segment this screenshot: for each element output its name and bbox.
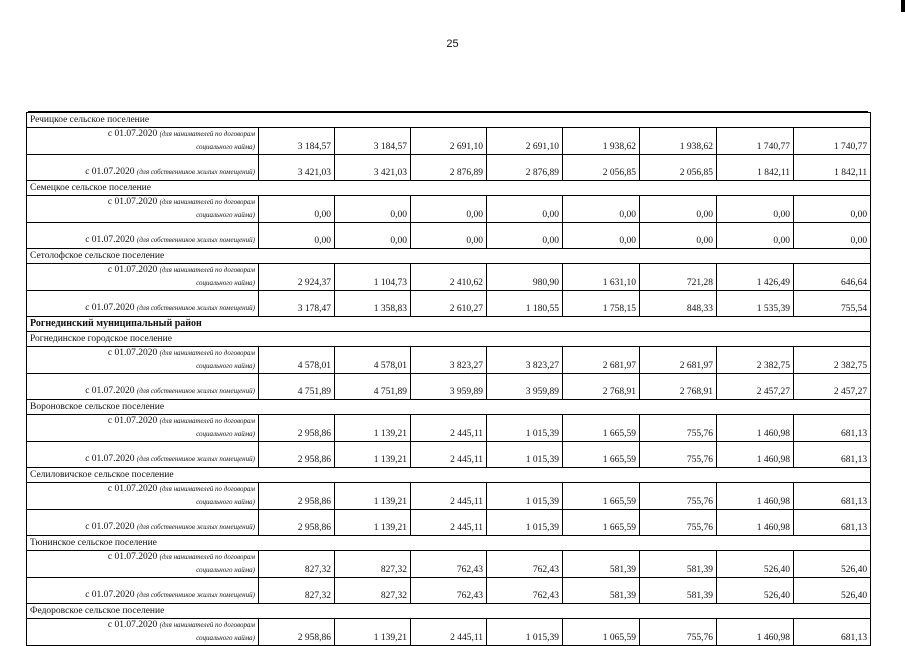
rate-value-cell: 848,33 xyxy=(640,291,717,317)
label-date: с 01.07.2020 xyxy=(107,265,158,275)
rate-value-cell: 2 768,91 xyxy=(640,374,717,400)
tenant-label-cell xyxy=(27,196,259,223)
rate-value-cell: 0,00 xyxy=(411,223,487,249)
table-body xyxy=(27,113,871,646)
rate-value-cell: 1 104,73 xyxy=(335,264,411,291)
rate-value-cell: 1 460,98 xyxy=(717,510,794,536)
rate-value-cell: 3 823,27 xyxy=(487,347,563,374)
rate-value-cell: 0,00 xyxy=(411,196,487,223)
settlement-header-row xyxy=(27,181,871,196)
rate-value-cell: 581,39 xyxy=(563,578,640,604)
settlement-title: Сетолофское сельское поселение xyxy=(27,249,871,264)
rate-value-cell: 0,00 xyxy=(794,196,871,223)
label-line-1 xyxy=(30,483,255,496)
settlement-title: Селиловичское сельское поселение xyxy=(27,468,871,483)
rate-value-cell: 2 691,10 xyxy=(411,128,487,155)
owner-rate-row xyxy=(27,510,871,536)
rate-value-cell: 0,00 xyxy=(717,196,794,223)
rate-value-cell: 1 139,21 xyxy=(335,619,411,646)
rate-value-cell: 1 426,49 xyxy=(717,264,794,291)
rate-value-cell: 827,32 xyxy=(335,551,411,578)
label-owner: (для собственников жилых помещений) xyxy=(136,168,255,176)
rate-value-cell: 2 681,97 xyxy=(563,347,640,374)
rate-value-cell: 2 457,27 xyxy=(794,374,871,400)
label-tenant-part2: социального найма) xyxy=(196,430,255,438)
label-owner: (для собственников жилых помещений) xyxy=(136,387,255,395)
rate-value-cell: 0,00 xyxy=(717,223,794,249)
label-tenant-part2: социального найма) xyxy=(196,279,255,287)
rate-value-cell: 1 460,98 xyxy=(717,415,794,442)
rate-value-cell: 2 768,91 xyxy=(563,374,640,400)
settlement-title: Речицкое сельское поселение xyxy=(27,113,871,128)
rate-value-cell: 1 460,98 xyxy=(717,483,794,510)
tenant-label-cell xyxy=(27,347,259,374)
settlement-header-row xyxy=(27,113,871,128)
rate-value-cell: 755,76 xyxy=(640,510,717,536)
rate-value-cell: 0,00 xyxy=(640,196,717,223)
label-line-2 xyxy=(30,496,255,509)
label-tenant-part2: социального найма) xyxy=(196,211,255,219)
label-date: с 01.07.2020 xyxy=(85,167,135,177)
settlement-header-row xyxy=(27,332,871,347)
label-tenant-part1: (для нанимателей по договорам xyxy=(159,349,255,357)
rate-value-cell: 1 842,11 xyxy=(717,155,794,181)
rate-value-cell: 2 958,86 xyxy=(259,483,335,510)
owner-rate-row xyxy=(27,223,871,249)
rate-value-cell: 0,00 xyxy=(487,223,563,249)
rate-value-cell: 1 758,15 xyxy=(563,291,640,317)
tenant-rate-row xyxy=(27,128,871,155)
settlement-title: Семецкое сельское поселение xyxy=(27,181,871,196)
rate-value-cell: 762,43 xyxy=(487,578,563,604)
settlement-title: Федоровское сельское поселение xyxy=(27,604,871,619)
rate-value-cell: 2 056,85 xyxy=(563,155,640,181)
rate-value-cell: 2 457,27 xyxy=(717,374,794,400)
rate-value-cell: 755,76 xyxy=(640,415,717,442)
label-tenant-part1: (для нанимателей по договорам xyxy=(159,198,255,206)
rate-value-cell: 1 665,59 xyxy=(563,415,640,442)
rate-value-cell: 681,13 xyxy=(794,483,871,510)
rate-value-cell: 755,54 xyxy=(794,291,871,317)
rate-value-cell: 3 184,57 xyxy=(335,128,411,155)
rate-value-cell: 1 015,39 xyxy=(487,415,563,442)
owner-rate-row xyxy=(27,291,871,317)
rate-value-cell: 681,13 xyxy=(794,510,871,536)
rate-value-cell: 827,32 xyxy=(259,578,335,604)
rate-value-cell: 526,40 xyxy=(717,551,794,578)
label-tenant-part1: (для нанимателей по договорам xyxy=(159,553,255,561)
label-date: с 01.07.2020 xyxy=(85,522,135,532)
owner-label-cell xyxy=(27,510,259,536)
owner-rate-row xyxy=(27,374,871,400)
rate-value-cell: 681,13 xyxy=(794,415,871,442)
rate-value-cell: 2 410,62 xyxy=(411,264,487,291)
rate-value-cell: 755,76 xyxy=(640,619,717,646)
label-date: с 01.07.2020 xyxy=(107,129,158,139)
owner-label-cell xyxy=(27,578,259,604)
rate-value-cell: 755,76 xyxy=(640,442,717,468)
owner-label-cell xyxy=(27,442,259,468)
rate-value-cell: 721,28 xyxy=(640,264,717,291)
rate-value-cell: 1 665,59 xyxy=(563,483,640,510)
label-tenant-part2: социального найма) xyxy=(196,362,255,370)
settlement-header-row xyxy=(27,604,871,619)
rate-value-cell: 4 751,89 xyxy=(259,374,335,400)
rate-value-cell: 1 535,39 xyxy=(717,291,794,317)
settlement-header-row xyxy=(27,536,871,551)
label-line-1 xyxy=(30,619,255,632)
rate-value-cell: 3 178,47 xyxy=(259,291,335,317)
rate-value-cell: 2 445,11 xyxy=(411,415,487,442)
settlement-title: Вороновское сельское поселение xyxy=(27,400,871,415)
rate-value-cell: 2 445,11 xyxy=(411,442,487,468)
tenant-rate-row xyxy=(27,196,871,223)
district-header-row xyxy=(27,317,871,332)
rate-value-cell: 1 139,21 xyxy=(335,483,411,510)
tenant-rate-row xyxy=(27,551,871,578)
rate-value-cell: 3 184,57 xyxy=(259,128,335,155)
tenant-rate-row xyxy=(27,619,871,646)
rate-value-cell: 581,39 xyxy=(640,578,717,604)
settlement-header-row xyxy=(27,400,871,415)
label-line-2 xyxy=(30,277,255,290)
label-line-1 xyxy=(30,551,255,564)
scan-edge-mark xyxy=(901,0,905,12)
label-line-1 xyxy=(30,128,255,141)
rate-value-cell: 0,00 xyxy=(335,196,411,223)
label-line-2 xyxy=(30,428,255,441)
rate-value-cell: 0,00 xyxy=(563,223,640,249)
label-tenant-part1: (для нанимателей по договорам xyxy=(159,266,255,274)
rate-value-cell: 526,40 xyxy=(794,578,871,604)
rate-value-cell: 0,00 xyxy=(794,223,871,249)
rate-value-cell: 3 959,89 xyxy=(487,374,563,400)
owner-label-cell xyxy=(27,223,259,249)
rate-value-cell: 0,00 xyxy=(335,223,411,249)
label-line-2 xyxy=(30,564,255,577)
label-date: с 01.07.2020 xyxy=(107,197,158,207)
label-tenant-part2: социального найма) xyxy=(196,498,255,506)
owner-rate-row xyxy=(27,442,871,468)
rate-value-cell: 2 382,75 xyxy=(794,347,871,374)
owner-rate-row xyxy=(27,155,871,181)
rate-value-cell: 0,00 xyxy=(259,196,335,223)
rate-value-cell: 1 015,39 xyxy=(487,510,563,536)
label-line-2 xyxy=(30,141,255,154)
rate-value-cell: 1 015,39 xyxy=(487,483,563,510)
tenant-rate-row xyxy=(27,264,871,291)
label-date: с 01.07.2020 xyxy=(107,484,158,494)
rate-value-cell: 2 924,37 xyxy=(259,264,335,291)
rate-value-cell: 581,39 xyxy=(563,551,640,578)
rate-value-cell: 1 358,83 xyxy=(335,291,411,317)
rate-value-cell: 2 610,27 xyxy=(411,291,487,317)
settlement-title: Тюнинское сельское поселение xyxy=(27,536,871,551)
label-owner: (для собственников жилых помещений) xyxy=(136,236,255,244)
tenant-rate-row xyxy=(27,483,871,510)
label-tenant-part2: социального найма) xyxy=(196,143,255,151)
rate-value-cell: 0,00 xyxy=(259,223,335,249)
rate-value-cell: 2 958,86 xyxy=(259,442,335,468)
label-date: с 01.07.2020 xyxy=(85,386,135,396)
rate-value-cell: 1 139,21 xyxy=(335,415,411,442)
label-owner: (для собственников жилых помещений) xyxy=(136,591,255,599)
label-date: с 01.07.2020 xyxy=(107,416,158,426)
rate-value-cell: 2 691,10 xyxy=(487,128,563,155)
rate-value-cell: 3 421,03 xyxy=(259,155,335,181)
label-tenant-part1: (для нанимателей по договорам xyxy=(159,621,255,629)
rate-value-cell: 3 959,89 xyxy=(411,374,487,400)
tenant-rate-row xyxy=(27,347,871,374)
label-line-1 xyxy=(30,415,255,428)
rate-value-cell: 2 445,11 xyxy=(411,619,487,646)
label-date: с 01.07.2020 xyxy=(85,303,135,313)
rate-value-cell: 681,13 xyxy=(794,442,871,468)
rate-value-cell: 1 938,62 xyxy=(640,128,717,155)
rate-value-cell: 2 958,86 xyxy=(259,619,335,646)
rate-value-cell: 1 460,98 xyxy=(717,442,794,468)
label-date: с 01.07.2020 xyxy=(107,348,158,358)
rate-value-cell: 1 015,39 xyxy=(487,442,563,468)
rate-value-cell: 0,00 xyxy=(640,223,717,249)
tenant-label-cell xyxy=(27,415,259,442)
district-title: Рогнединский муниципальный район xyxy=(27,317,871,332)
rate-value-cell: 1 740,77 xyxy=(794,128,871,155)
label-tenant-part1: (для нанимателей по договорам xyxy=(159,485,255,493)
rate-value-cell: 646,64 xyxy=(794,264,871,291)
rate-value-cell: 526,40 xyxy=(794,551,871,578)
rate-value-cell: 1 740,77 xyxy=(717,128,794,155)
rate-value-cell: 2 681,97 xyxy=(640,347,717,374)
label-owner: (для собственников жилых помещений) xyxy=(136,455,255,463)
rate-value-cell: 1 180,55 xyxy=(487,291,563,317)
rate-value-cell: 4 578,01 xyxy=(259,347,335,374)
settlement-header-row xyxy=(27,468,871,483)
rate-value-cell: 2 876,89 xyxy=(411,155,487,181)
label-line-2 xyxy=(30,360,255,373)
rate-value-cell: 1 938,62 xyxy=(563,128,640,155)
rate-value-cell: 827,32 xyxy=(259,551,335,578)
rate-value-cell: 762,43 xyxy=(487,551,563,578)
label-date: с 01.07.2020 xyxy=(85,454,135,464)
label-date: с 01.07.2020 xyxy=(107,552,158,562)
tenant-label-cell xyxy=(27,128,259,155)
label-date: с 01.07.2020 xyxy=(107,620,158,630)
rate-value-cell: 2 445,11 xyxy=(411,483,487,510)
label-date: с 01.07.2020 xyxy=(85,590,135,600)
rate-value-cell: 2 876,89 xyxy=(487,155,563,181)
rate-value-cell: 2 958,86 xyxy=(259,510,335,536)
owner-label-cell xyxy=(27,374,259,400)
rate-value-cell: 762,43 xyxy=(411,551,487,578)
rate-value-cell: 1 015,39 xyxy=(487,619,563,646)
label-tenant-part2: социального найма) xyxy=(196,566,255,574)
label-line-2 xyxy=(30,632,255,645)
label-line-1 xyxy=(30,347,255,360)
rate-value-cell: 762,43 xyxy=(411,578,487,604)
rate-value-cell: 755,76 xyxy=(640,483,717,510)
rate-value-cell: 4 751,89 xyxy=(335,374,411,400)
owner-rate-row xyxy=(27,578,871,604)
rate-value-cell: 526,40 xyxy=(717,578,794,604)
rate-value-cell: 980,90 xyxy=(487,264,563,291)
rate-value-cell: 2 445,11 xyxy=(411,510,487,536)
settlement-header-row xyxy=(27,249,871,264)
label-owner: (для собственников жилых помещений) xyxy=(136,304,255,312)
label-tenant-part2: социального найма) xyxy=(196,634,255,642)
rate-value-cell: 3 421,03 xyxy=(335,155,411,181)
owner-label-cell xyxy=(27,291,259,317)
label-tenant-part1: (для нанимателей по договорам xyxy=(159,130,255,138)
rate-value-cell: 1 665,59 xyxy=(563,510,640,536)
label-line-2 xyxy=(30,209,255,222)
rate-value-cell: 1 139,21 xyxy=(335,442,411,468)
label-tenant-part1: (для нанимателей по договорам xyxy=(159,417,255,425)
rate-value-cell: 827,32 xyxy=(335,578,411,604)
rate-value-cell: 2 056,85 xyxy=(640,155,717,181)
label-line-1 xyxy=(30,264,255,277)
rate-value-cell: 1 460,98 xyxy=(717,619,794,646)
page-number: 25 xyxy=(446,38,459,50)
rate-value-cell: 3 823,27 xyxy=(411,347,487,374)
tenant-label-cell xyxy=(27,264,259,291)
rate-value-cell: 2 958,86 xyxy=(259,415,335,442)
rate-value-cell: 2 382,75 xyxy=(717,347,794,374)
rate-value-cell: 1 139,21 xyxy=(335,510,411,536)
rate-value-cell: 1 631,10 xyxy=(563,264,640,291)
rate-value-cell: 581,39 xyxy=(640,551,717,578)
label-date: с 01.07.2020 xyxy=(85,235,135,245)
rate-value-cell: 1 065,59 xyxy=(563,619,640,646)
utility-fee-table xyxy=(26,112,871,646)
rate-value-cell: 4 578,01 xyxy=(335,347,411,374)
tenant-rate-row xyxy=(27,415,871,442)
label-line-1 xyxy=(30,196,255,209)
rate-value-cell: 1 842,11 xyxy=(794,155,871,181)
owner-label-cell xyxy=(27,155,259,181)
rate-value-cell: 0,00 xyxy=(487,196,563,223)
tenant-label-cell xyxy=(27,619,259,646)
tenant-label-cell xyxy=(27,483,259,510)
tenant-label-cell xyxy=(27,551,259,578)
rate-value-cell: 1 665,59 xyxy=(563,442,640,468)
rate-value-cell: 681,13 xyxy=(794,619,871,646)
label-owner: (для собственников жилых помещений) xyxy=(136,523,255,531)
rate-value-cell: 0,00 xyxy=(563,196,640,223)
settlement-title: Рогнединское городское поселение xyxy=(27,332,871,347)
